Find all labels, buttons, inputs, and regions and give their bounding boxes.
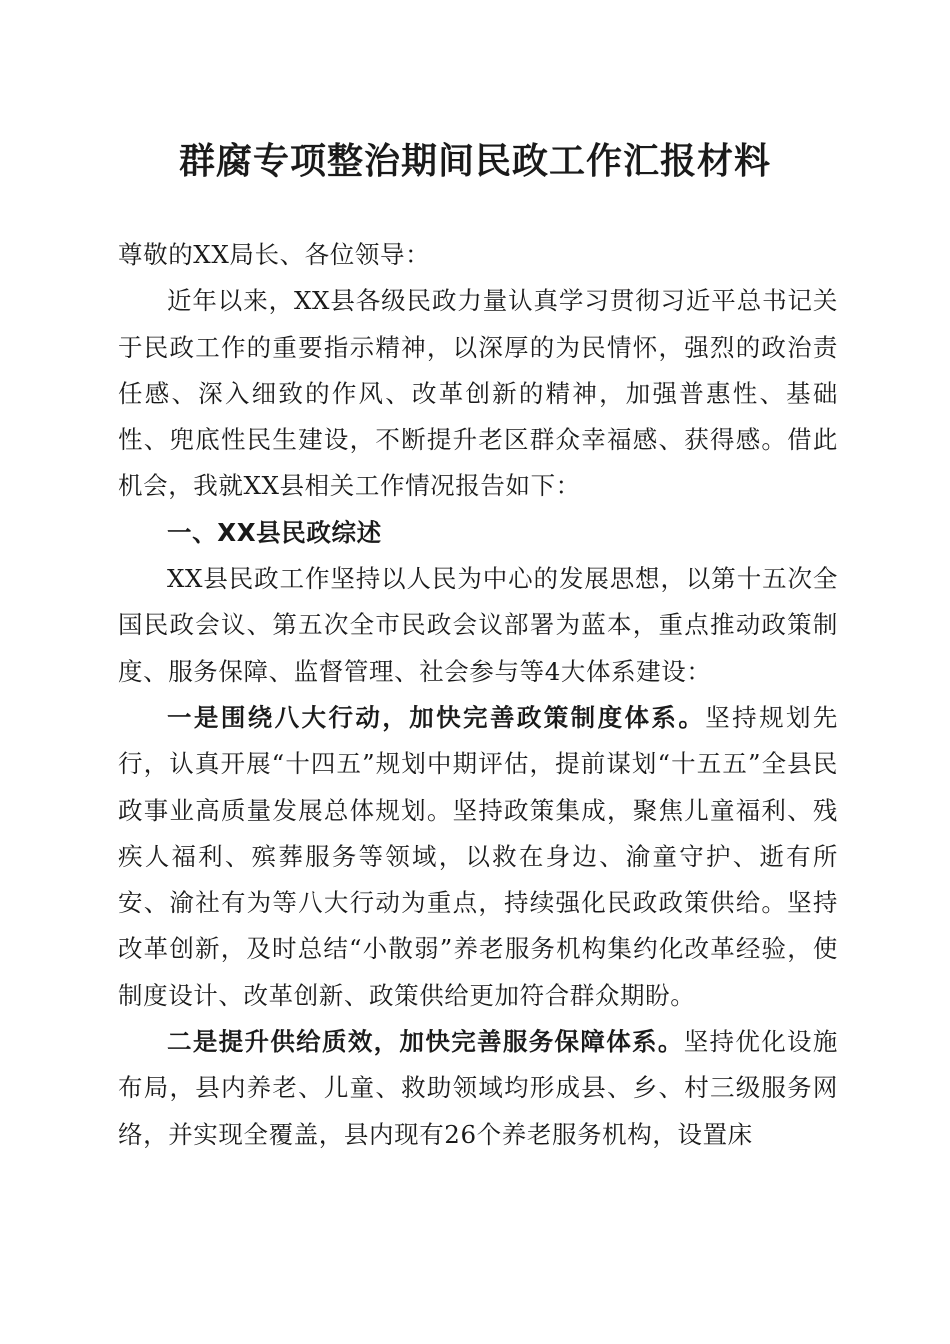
point-one-body: 坚持规划先行，认真开展“十四五”规划中期评估，提前谋划“十五五”全县民政事业高质量发展总体规划。坚持政策集成，聚焦儿童福利、残疾人福利、殡葬服务等领域，以救在身边、渝童守护、逝有所安、渝社有为等八大行动为重点，持续强化民政政策供给。坚持改革创新，及时总结“小散弱”养老服务机构集约化改革经验，使制度设计、改革创新、政策供给更加符合群众期盼。 xyxy=(118,702,838,1010)
document-title: 群腐专项整治期间民政工作汇报材料 xyxy=(178,140,771,182)
point-two-paragraph xyxy=(118,1019,838,1158)
section-overview-paragraph: XX县民政工作坚持以人民为中心的发展思想，以第十五次全国民政会议、第五次全市民政会议部署为蓝本，重点推动政策制度、服务保障、监督管理、社会参与等4大体系建设： xyxy=(118,564,838,686)
intro-paragraph: 近年以来，XX县各级民政力量认真学习贯彻习近平总书记关于民政工作的重要指示精神，以深厚的为民情怀，强烈的政治责任感、深入细致的作风、改革创新的精神，加强普惠性、基础性、兜底性民生建设，不断提升老区群众幸福感、获得感。借此机会，我就XX县相关工作情况报告如下： xyxy=(118,286,838,501)
point-two-body: 坚持优化设施布局，县内养老、儿童、救助领域均形成县、乡、村三级服务网络，并实现全覆盖，县内现有26个养老服务机构，设置床 xyxy=(118,1027,838,1149)
salutation: 尊敬的XX局长、各位领导： xyxy=(118,240,431,269)
document-body xyxy=(118,232,838,1158)
point-one-lead: 一是围绕八大行动，加快完善政策制度体系。 xyxy=(167,702,706,732)
section-heading: 一、XX县民政综述 xyxy=(167,517,382,547)
point-two-lead: 二是提升供给质效，加快完善服务保障体系。 xyxy=(167,1027,684,1057)
point-one-paragraph xyxy=(118,695,838,1019)
